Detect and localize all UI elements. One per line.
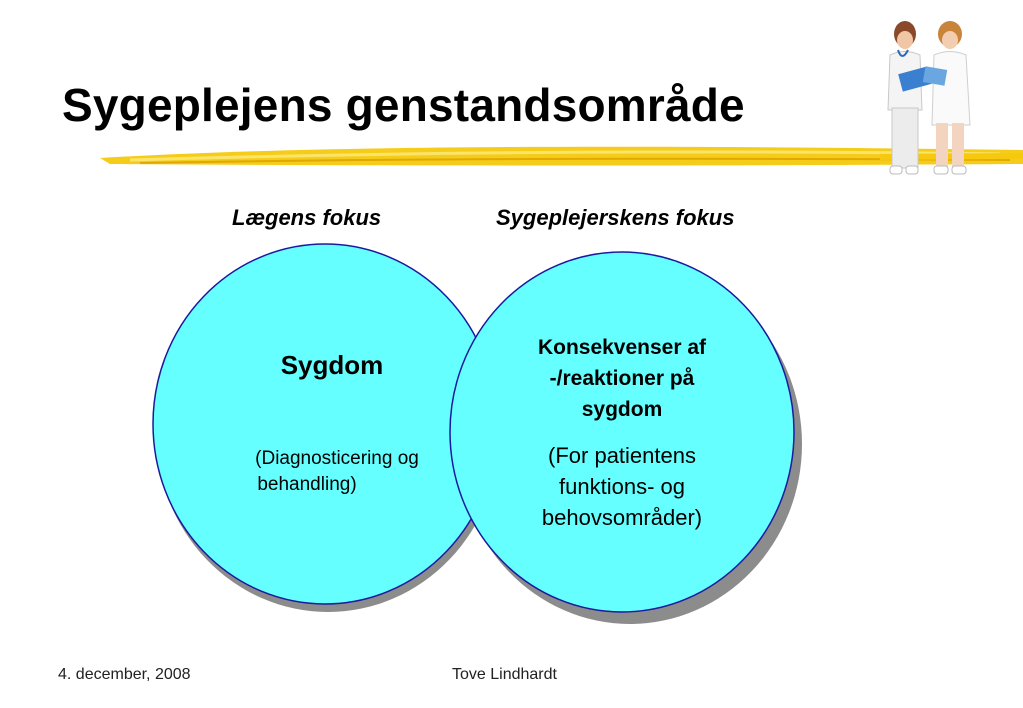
left-circle-description [222,446,452,498]
right-circle-desc-line3: behovsområder) [541,505,703,530]
heading-doctor-focus: Lægens fokus [232,205,382,230]
left-circle-title: Sygdom [280,350,384,380]
right-circle-desc-line1: (For patientens [548,443,696,468]
right-circle-description [492,440,752,533]
right-circle-desc-line2: funktions- og [559,474,685,499]
right-circle-title [492,332,752,425]
footer-date: 4. december, 2008 [58,666,191,683]
right-circle-title-line2: -/reaktioner på [549,367,695,390]
footer-author: Tove Lindhardt [452,666,557,683]
left-circle-desc-line1: (Diagnosticering og [255,448,419,469]
right-circle-title-line1: Konsekvenser af [537,336,707,359]
page-title: Sygeplejens genstandsområde [62,79,745,131]
left-circle-desc-line2: behandling) [257,474,357,495]
right-focus-circle [450,252,794,612]
heading-nurse-focus: Sygeplejerskens fokus [496,205,735,230]
right-circle-title-line3: sygdom [581,398,663,421]
left-focus-circle [153,244,497,604]
